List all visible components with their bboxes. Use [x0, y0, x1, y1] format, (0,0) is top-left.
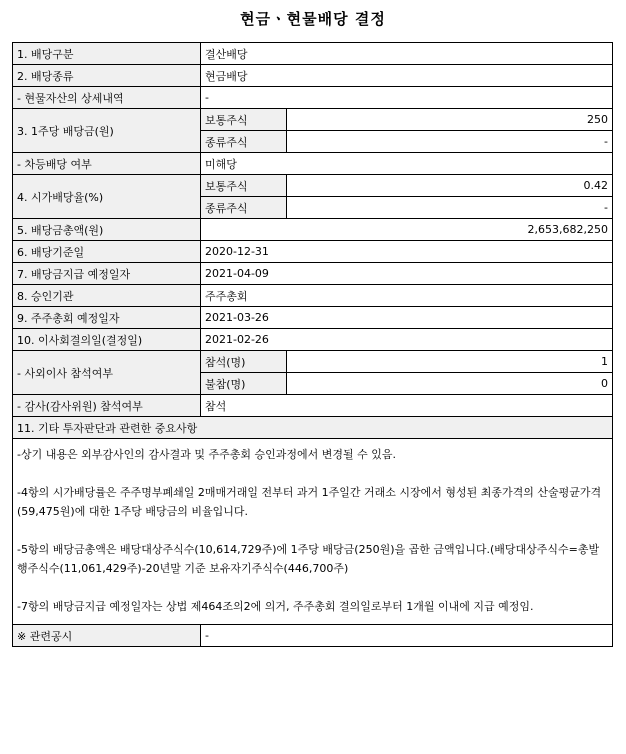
sub-label: 종류주식: [201, 131, 287, 153]
row-value: 2,653,682,250: [201, 219, 613, 241]
row-value: 2020-12-31: [201, 241, 613, 263]
dividend-table: [12, 42, 613, 647]
row-label: - 차등배당 여부: [13, 153, 201, 175]
row-value: -: [201, 87, 613, 109]
row-label: 8. 승인기관: [13, 285, 201, 307]
note-paragraph: -7항의 배당금지급 예정일자는 상법 제464조의2에 의거, 주주총회 결의일로부터 1개월 이내에 지급 예정임.: [17, 600, 534, 613]
table-row: [13, 153, 613, 175]
row-value: 1: [287, 351, 613, 373]
sub-label: 불참(명): [201, 373, 287, 395]
sub-label: 참석(명): [201, 351, 287, 373]
row-value: -: [287, 197, 613, 219]
row-value: 2021-03-26: [201, 307, 613, 329]
table-row: [13, 87, 613, 109]
row-label: 9. 주주총회 예정일자: [13, 307, 201, 329]
table-row: [13, 241, 613, 263]
table-row: [13, 219, 613, 241]
table-row: [13, 263, 613, 285]
row-label: - 감사(감사위원) 참석여부: [13, 395, 201, 417]
row-label: 3. 1주당 배당금(원): [13, 109, 201, 153]
row-value: 0: [287, 373, 613, 395]
table-row: [13, 285, 613, 307]
row-value: 미해당: [201, 153, 613, 175]
row-value: 주주총회: [201, 285, 613, 307]
note-paragraph: -5항의 배당금총액은 배당대상주식수(10,614,729주)에 1주당 배당금(250원)을 곱한 금액입니다.(배당대상주식수=총발행주식수(11,061,429주)-20년말 기준 보유자기주식수(446,700주): [17, 543, 600, 575]
table-row: [13, 395, 613, 417]
row-value: 0.42: [287, 175, 613, 197]
row-label: 2. 배당종류: [13, 65, 201, 87]
table-row: [13, 43, 613, 65]
notes-cell: [13, 439, 613, 625]
table-row: [13, 351, 613, 373]
sub-label: 보통주식: [201, 109, 287, 131]
note-paragraph: -4항의 시가배당률은 주주명부폐쇄일 2매매거래일 전부터 과거 1주일간 거래소 시장에서 형성된 최종가격의 산술평균가격(59,475원)에 대한 1주당 배당금의 비율입니다.: [17, 486, 602, 518]
row-label: 10. 이사회결의일(결정일): [13, 329, 201, 351]
row-label: ※ 관련공시: [13, 625, 201, 647]
row-label: - 사외이사 참석여부: [13, 351, 201, 395]
row-value: -: [201, 625, 613, 647]
row-label: 5. 배당금총액(원): [13, 219, 201, 241]
table-row: [13, 329, 613, 351]
table-row: [13, 109, 613, 131]
row-value: 250: [287, 109, 613, 131]
row-label: 6. 배당기준일: [13, 241, 201, 263]
page-title: 현금ㆍ현물배당 결정: [240, 10, 386, 28]
row-value: 참석: [201, 395, 613, 417]
table-row: [13, 175, 613, 197]
row-label: 4. 시가배당율(%): [13, 175, 201, 219]
table-row: [13, 625, 613, 647]
row-label: 1. 배당구분: [13, 43, 201, 65]
sub-label: 보통주식: [201, 175, 287, 197]
table-row: [13, 307, 613, 329]
table-row: [13, 439, 613, 625]
row-value: -: [287, 131, 613, 153]
note-paragraph: -상기 내용은 외부감사인의 감사결과 및 주주총회 승인과정에서 변경될 수 있음.: [17, 448, 396, 461]
section-label: 11. 기타 투자판단과 관련한 중요사항: [13, 417, 613, 439]
row-value: 결산배당: [201, 43, 613, 65]
row-value: 2021-02-26: [201, 329, 613, 351]
row-label: - 현물자산의 상세내역: [13, 87, 201, 109]
table-row: [13, 417, 613, 439]
row-value: 2021-04-09: [201, 263, 613, 285]
table-row: [13, 65, 613, 87]
sub-label: 종류주식: [201, 197, 287, 219]
row-label: 7. 배당금지급 예정일자: [13, 263, 201, 285]
row-value: 현금배당: [201, 65, 613, 87]
